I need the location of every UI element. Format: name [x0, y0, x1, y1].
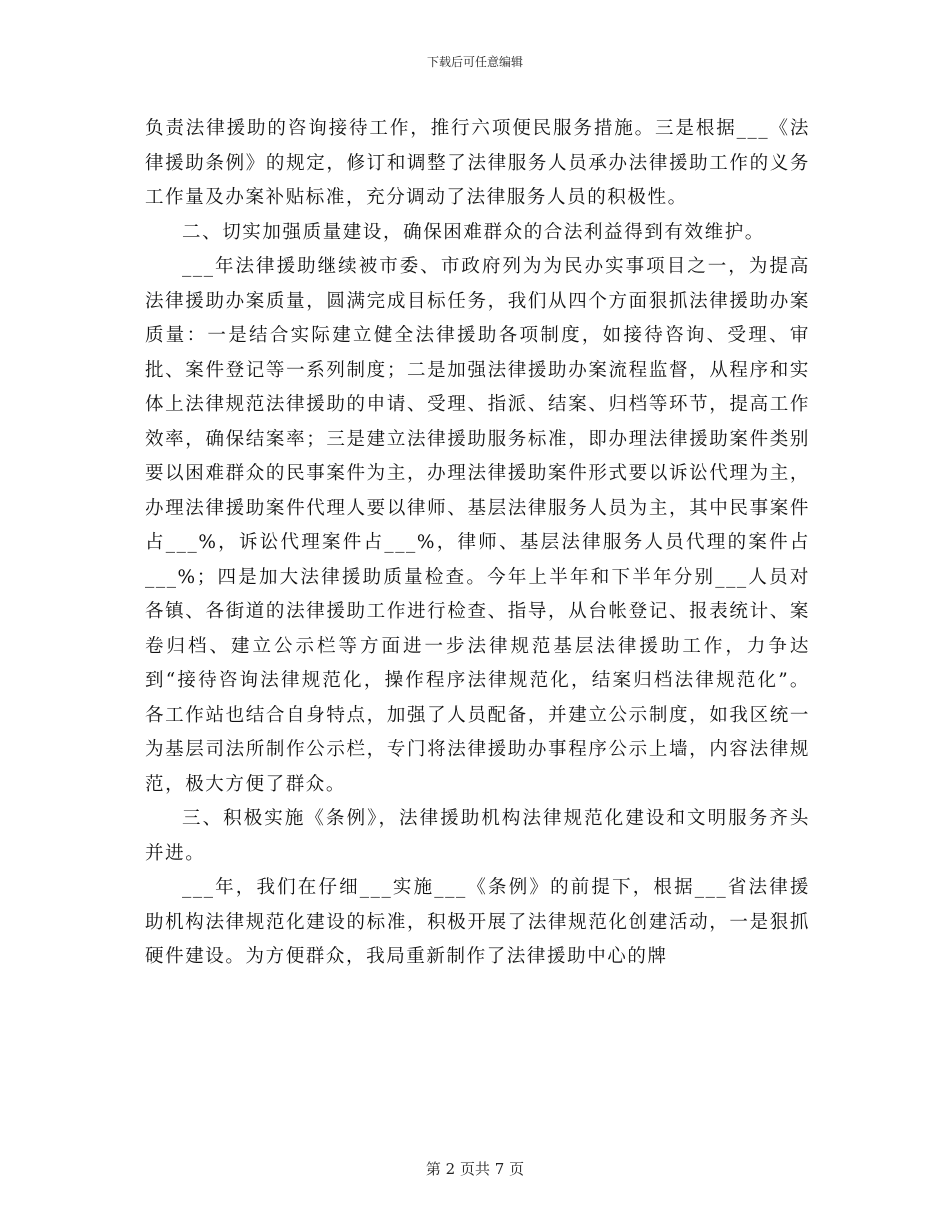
section-heading-3: 三、积极实施《条例》，法律援助机构法律规范化建设和文明服务齐头并进。: [145, 808, 810, 864]
paragraph-continuation: 负责法律援助的咨询接待工作，推行六项便民服务措施。三是根据___《法律援助条例》的规定，修订和调整了法律服务人员承办法律援助工作的义务工作量及办案补贴标准，充分调动了法律服务人员的积极性。: [145, 118, 810, 208]
page-header: 下载后可任意编辑: [426, 55, 523, 69]
document-body: [145, 112, 810, 975]
paragraph-standardization: ___年，我们在仔细___实施___《条例》的前提下，根据___省法律援助机构法律规范化建设的标准，积极开展了法律规范化创建活动，一是狠抓硬件建设。为方便群众，我局重新制作了法律援助中心的牌: [145, 877, 810, 967]
paragraph-quality: ___年法律援助继续被市委、市政府列为为民办实事项目之一，为提高法律援助办案质量，圆满完成目标任务，我们从四个方面狠抓法律援助办案质量：一是结合实际建立健全法律援助各项制度，如接待咨询、受理、审批、案件登记等一系列制度；二是加强法律援助办案流程监督，从程序和实体上法律规范法律援助的申请、受理、指派、结案、归档等环节，提高工作效率，确保结案率；三是建立法律援助服务标准，即办理法律援助案件类别要以困难群众的民事案件为主，办理法律援助案件形式要以诉讼代理为主，办理法律援助案件代理人要以律师、基层法律服务人员为主，其中民事案件占___%，诉讼代理案件占___%，律师、基层法律服务人员代理的案件占___%；四是加大法律援助质量检查。今年上半年和下半年分别___人员对各镇、各街道的法律援助工作进行检查、指导，从台帐登记、报表统计、案卷归档、建立公示栏等方面进一步法律规范基层法律援助工作，力争达到“接待咨询法律规范化，操作程序法律规范化，结案归档法律规范化”。各工作站也结合自身特点，加强了人员配备，并建立公示制度，如我区统一为基层司法所制作公示栏，专门将法律援助办事程序公示上墙，内容法律规范，极大方便了群众。: [145, 256, 810, 795]
section-heading-2: 二、切实加强质量建设，确保困难群众的合法利益得到有效维护。: [182, 221, 765, 243]
page-number: 第 2 页共 7 页: [425, 1160, 525, 1178]
